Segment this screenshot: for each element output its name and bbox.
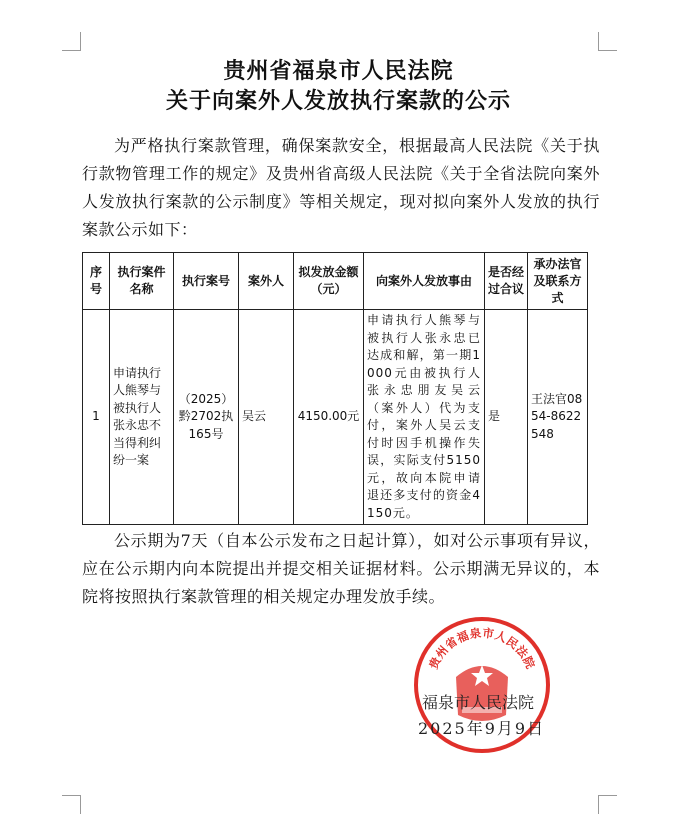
intro-paragraph: 为严格执行案款管理，确保案款安全，根据最高人民法院《关于执行款物管理工作的规定》及贵州省高级人民法院《关于全省法院向案外人发放执行案款的公示制度》等相关规定，现对拟向案外人发放的执行案款公示如下： (82, 136, 600, 239)
cell-case-name: 申请执行人熊琴与被执行人张永忠不当得利纠纷一案 (110, 310, 174, 525)
table-header-row (83, 253, 588, 310)
header-cell: 执行案号 (174, 253, 239, 310)
cell-case-number: （2025）黔2702执165号 (174, 310, 239, 525)
page-corner-mark (62, 32, 81, 51)
header-cell: 执行案件名称 (110, 253, 174, 310)
header-cell: 承办法官及联系方式 (528, 253, 588, 310)
header-cell: 是否经过合议 (485, 253, 528, 310)
signature-org: 福泉市人民法院 (422, 693, 535, 712)
cell-collegial: 是 (485, 310, 528, 525)
page-corner-mark (62, 795, 81, 814)
cell-reason: 申请执行人熊琴与被执行人张永忠已达成和解，第一期1000元由被执行人张永忠朋友吴云（案外人）代为支付，案外人吴云支付时因手机操作失误，实际支付5150元，故向本院申请退还多支付的资金4150元。 (364, 310, 485, 525)
cell-third-party: 吴云 (239, 310, 294, 525)
header-cell: 案外人 (239, 253, 294, 310)
signature-date: 2025年9月9日 (418, 719, 546, 738)
document-title: 贵州省福泉市人民法院 (223, 58, 454, 84)
signature-block (82, 615, 600, 765)
document-body (82, 0, 600, 765)
table-row (83, 310, 588, 525)
cell-judge-contact: 王法官0854-8622548 (528, 310, 588, 525)
closing-paragraph: 公示期为7天（自本公示发布之日起计算），如对公示事项有异议，应在公示期内向本院提出并提交相关证据材料。公示期满无异议的，本院将按照执行案款管理的相关规定办理发放手续。 (82, 531, 600, 606)
disbursement-table (82, 252, 588, 525)
header-cell: 拟发放金额（元） (294, 253, 364, 310)
page-corner-mark (598, 795, 617, 814)
cell-index: 1 (83, 310, 110, 525)
header-cell: 向案外人发放事由 (364, 253, 485, 310)
document-subtitle: 关于向案外人发放执行案款的公示 (165, 88, 511, 114)
cell-amount: 4150.00元 (294, 310, 364, 525)
page-corner-mark (598, 32, 617, 51)
seal-text: 贵州省福泉市人民法院 (426, 625, 538, 672)
header-cell: 序号 (83, 253, 110, 310)
